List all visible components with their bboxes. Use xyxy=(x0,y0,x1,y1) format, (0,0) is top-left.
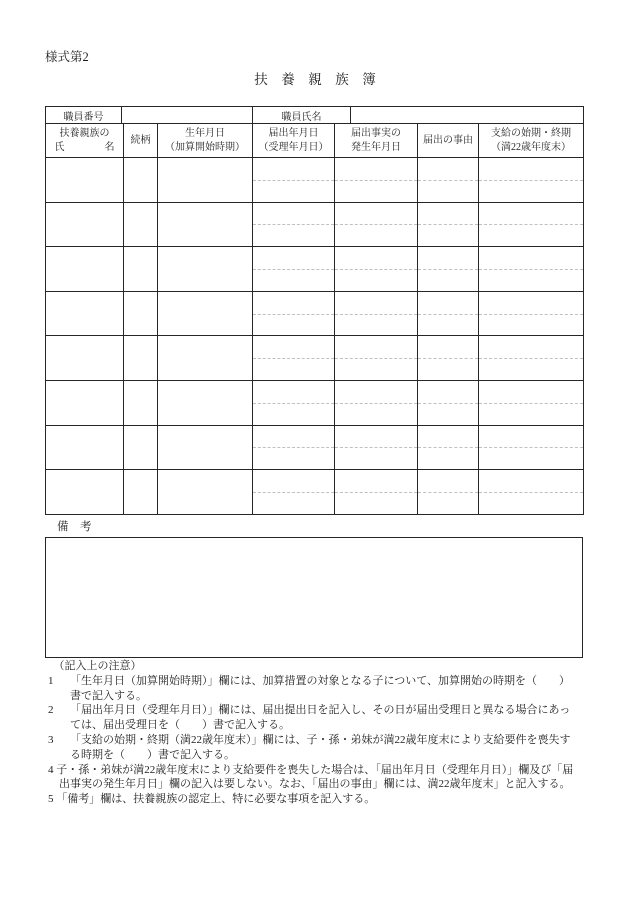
note-line: 1 「生年月日（加算開始時期）」欄には、加算措置の対象となる子について、加算開始の時期を（ ） xyxy=(48,674,571,687)
cell-relationship xyxy=(124,470,158,515)
cell-notification-reason xyxy=(418,470,479,515)
cell-notification-date xyxy=(253,158,335,203)
cell-dependent-name xyxy=(46,425,124,470)
document-title: 扶 養 親 族 簿 xyxy=(254,72,376,87)
column-header-birth-date: 生年月日 （加算開始時期） xyxy=(158,124,253,158)
cell-fact-occurrence-date xyxy=(335,470,418,515)
cell-subdivision-line xyxy=(253,314,334,315)
staff-name-value xyxy=(351,107,584,124)
cell-relationship xyxy=(124,247,158,292)
cell-subdivision-line xyxy=(418,180,478,181)
column-header-payment-start-end: 支給の始期・終期 （満22歳年度末） xyxy=(479,124,584,158)
cell-notification-date xyxy=(253,425,335,470)
cell-payment-start-end xyxy=(479,291,584,336)
remarks-box xyxy=(45,537,583,658)
cell-subdivision-line xyxy=(335,492,417,493)
note-line: （記入上の注意） xyxy=(48,660,142,672)
table-header-row xyxy=(46,124,584,158)
cell-relationship xyxy=(124,380,158,425)
cell-notification-date xyxy=(253,247,335,292)
table-row xyxy=(46,380,584,425)
cell-subdivision-line xyxy=(479,403,583,404)
cell-fact-occurrence-date xyxy=(335,380,418,425)
cell-fact-occurrence-date xyxy=(335,158,418,203)
cell-birth-date xyxy=(158,470,253,515)
cell-payment-start-end xyxy=(479,470,584,515)
cell-subdivision-line xyxy=(253,447,334,448)
cell-birth-date xyxy=(158,158,253,203)
cell-subdivision-line xyxy=(253,358,334,359)
cell-notification-date xyxy=(253,470,335,515)
cell-notification-reason xyxy=(418,291,479,336)
table-row xyxy=(46,336,584,381)
cell-notification-reason xyxy=(418,336,479,381)
cell-subdivision-line xyxy=(418,224,478,225)
note-line: ては、届出受理日を（ ）書で記入する。 xyxy=(48,719,290,732)
remarks-label: 備 考 xyxy=(57,521,92,533)
dependents-table xyxy=(45,123,584,515)
cell-birth-date xyxy=(158,247,253,292)
form-number: 様式第2 xyxy=(45,50,89,64)
table-row xyxy=(46,202,584,247)
cell-fact-occurrence-date xyxy=(335,247,418,292)
cell-subdivision-line xyxy=(253,492,334,493)
cell-subdivision-line xyxy=(335,447,417,448)
cell-payment-start-end xyxy=(479,336,584,381)
cell-notification-date xyxy=(253,291,335,336)
cell-relationship xyxy=(124,158,158,203)
cell-subdivision-line xyxy=(253,180,334,181)
table-row xyxy=(46,291,584,336)
cell-subdivision-line xyxy=(418,314,478,315)
cell-dependent-name xyxy=(46,380,124,425)
cell-subdivision-line xyxy=(335,180,417,181)
cell-fact-occurrence-date xyxy=(335,291,418,336)
cell-birth-date xyxy=(158,380,253,425)
cell-payment-start-end xyxy=(479,425,584,470)
staff-name-label: 職員氏名 xyxy=(253,107,351,124)
cell-notification-reason xyxy=(418,425,479,470)
note-line: 2 「届出年月日（受理年月日）」欄には、届出提出日を記入し、その日が届出受理日と異なる場合にあっ xyxy=(48,704,571,717)
cell-payment-start-end xyxy=(479,247,584,292)
cell-payment-start-end xyxy=(479,158,584,203)
cell-payment-start-end xyxy=(479,380,584,425)
cell-subdivision-line xyxy=(253,224,334,225)
cell-notification-reason xyxy=(418,202,479,247)
column-header-dependent-name: 扶養親族の 氏 名 xyxy=(46,124,124,158)
cell-subdivision-line xyxy=(418,492,478,493)
cell-subdivision-line xyxy=(479,269,583,270)
cell-subdivision-line xyxy=(418,403,478,404)
cell-notification-reason xyxy=(418,158,479,203)
cell-notification-date xyxy=(253,336,335,381)
cell-notification-date xyxy=(253,202,335,247)
cell-subdivision-line xyxy=(479,358,583,359)
cell-relationship xyxy=(124,336,158,381)
column-header-notification-reason: 届出の事由 xyxy=(418,124,479,158)
cell-payment-start-end xyxy=(479,202,584,247)
note-line: 4 子・孫・弟妹が満22歳年度末により支給要件を喪失した場合は、「届出年月日（受理年月日）」欄及び「届 xyxy=(48,763,574,776)
cell-fact-occurrence-date xyxy=(335,202,418,247)
cell-subdivision-line xyxy=(418,447,478,448)
cell-relationship xyxy=(124,202,158,247)
cell-birth-date xyxy=(158,336,253,381)
filling-instructions xyxy=(48,659,588,807)
cell-dependent-name xyxy=(46,470,124,515)
cell-subdivision-line xyxy=(335,403,417,404)
cell-fact-occurrence-date xyxy=(335,336,418,381)
cell-dependent-name xyxy=(46,202,124,247)
cell-dependent-name xyxy=(46,247,124,292)
cell-dependent-name xyxy=(46,336,124,381)
table-row xyxy=(46,247,584,292)
note-line: 5 「備考」欄は、扶養親族の認定上、特に必要な事項を記入する。 xyxy=(48,793,376,806)
table-row xyxy=(46,158,584,203)
cell-birth-date xyxy=(158,291,253,336)
staff-number-label: 職員番号 xyxy=(46,107,122,124)
cell-birth-date xyxy=(158,202,253,247)
cell-subdivision-line xyxy=(479,314,583,315)
cell-subdivision-line xyxy=(418,269,478,270)
cell-fact-occurrence-date xyxy=(335,425,418,470)
cell-birth-date xyxy=(158,425,253,470)
staff-number-value xyxy=(122,107,253,124)
cell-subdivision-line xyxy=(479,492,583,493)
cell-subdivision-line xyxy=(253,403,334,404)
cell-notification-reason xyxy=(418,380,479,425)
cell-subdivision-line xyxy=(479,224,583,225)
note-line: る時期を（ ）書で記入する。 xyxy=(48,748,235,761)
dependents-register-table xyxy=(45,106,583,515)
note-line: 3 「支給の始期・終期（満22歳年度末）」欄には、子・孫・弟妹が満22歳年度末により支給要件を喪失す xyxy=(48,733,571,746)
table-row xyxy=(46,470,584,515)
cell-notification-reason xyxy=(418,247,479,292)
cell-subdivision-line xyxy=(479,447,583,448)
cell-subdivision-line xyxy=(479,180,583,181)
cell-dependent-name xyxy=(46,291,124,336)
staff-info-row xyxy=(45,106,584,124)
cell-relationship xyxy=(124,425,158,470)
cell-subdivision-line xyxy=(253,269,334,270)
column-header-relationship: 続柄 xyxy=(124,124,158,158)
note-line: 書で記入する。 xyxy=(48,689,147,702)
note-line: 出事実の発生年月日」欄の記入は要しない。なお、「届出の事由」欄には、満22歳年度末」と記入する。 xyxy=(48,778,571,791)
cell-dependent-name xyxy=(46,158,124,203)
cell-relationship xyxy=(124,291,158,336)
column-header-notification-date: 届出年月日 （受理年月日） xyxy=(253,124,335,158)
cell-subdivision-line xyxy=(335,269,417,270)
cell-subdivision-line xyxy=(335,314,417,315)
table-row xyxy=(46,425,584,470)
cell-subdivision-line xyxy=(335,224,417,225)
cell-notification-date xyxy=(253,380,335,425)
cell-subdivision-line xyxy=(418,358,478,359)
column-header-fact-occurrence-date: 届出事実の 発生年月日 xyxy=(335,124,418,158)
cell-subdivision-line xyxy=(335,358,417,359)
